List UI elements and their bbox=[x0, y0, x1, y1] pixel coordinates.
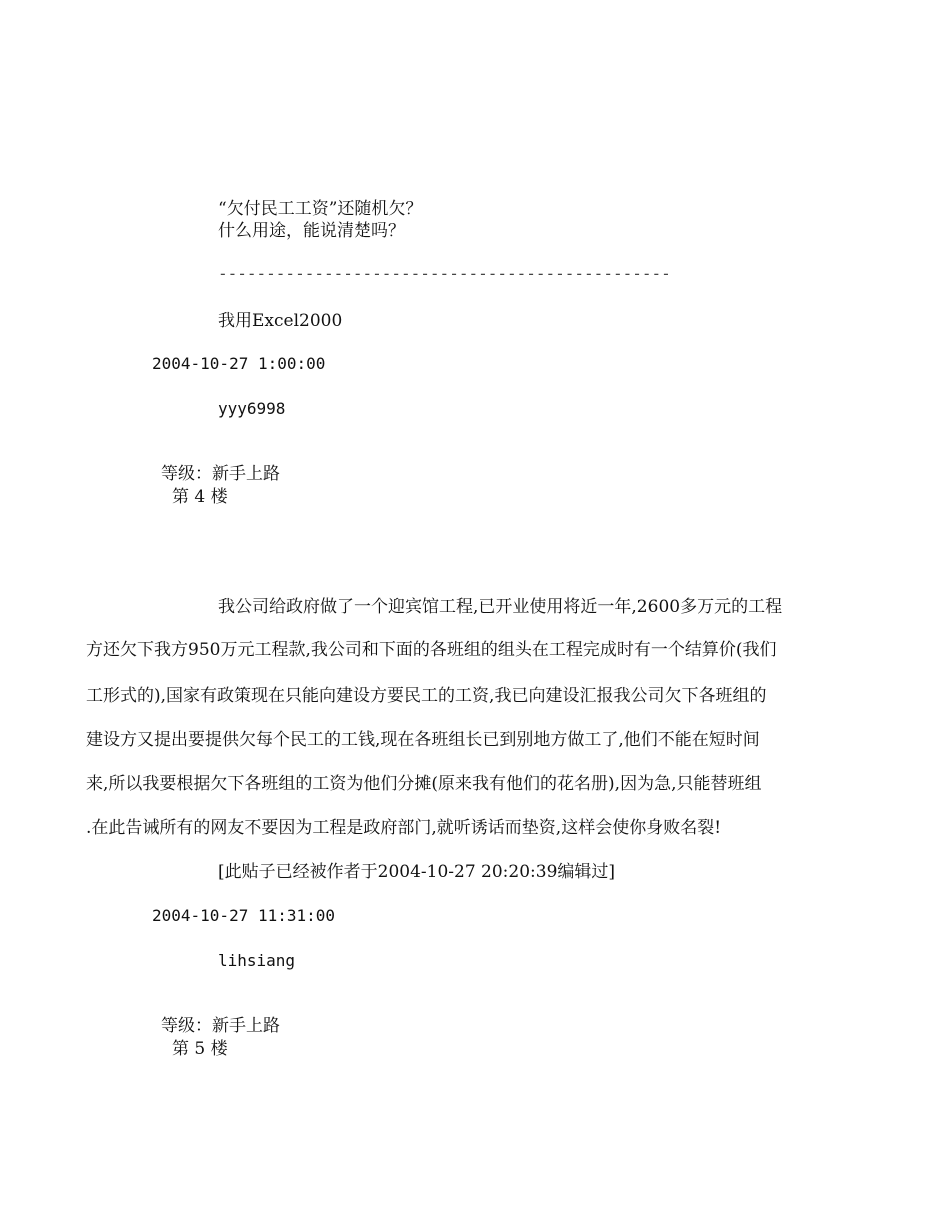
post-timestamp: 2004-10-27 1:00:00 bbox=[152, 354, 326, 373]
post-body-line: 我公司给政府做了一个迎宾馆工程,已开业使用将近一年,2600多万元的工程 bbox=[218, 597, 783, 617]
post-timestamp: 2004-10-27 11:31:00 bbox=[152, 906, 336, 925]
post-author[interactable]: lihsiang bbox=[218, 951, 296, 970]
post-body-line: .在此告诫所有的网友不要因为工程是政府部门,就听诱话而垫资,这样会使你身败名裂! bbox=[86, 818, 722, 838]
quote-divider: ----------------------------------------------- bbox=[218, 264, 671, 283]
edit-note: [此贴子已经被作者于2004-10-27 20:20:39编辑过] bbox=[218, 862, 616, 882]
user-level: 等级：新手上路 bbox=[161, 1016, 280, 1036]
quote-line-1: “欠付民工工资”还随机欠？ bbox=[218, 199, 423, 219]
reply-text: 我用Excel2000 bbox=[218, 311, 343, 331]
post-body-line: 来,所以我要根据欠下各班组的工资为他们分摊(原来我有他们的花名册),因为急,只能替班组 bbox=[86, 774, 762, 794]
user-level: 等级：新手上路 bbox=[161, 464, 280, 484]
post-author[interactable]: yyy6998 bbox=[218, 399, 286, 418]
post-body-line: 方还欠下我方950万元工程款,我公司和下面的各班组的组头在工程完成时有一个结算价(我们 bbox=[86, 640, 777, 660]
quote-line-2: 什么用途，能说清楚吗？ bbox=[218, 221, 405, 241]
post-body-line: 建设方又提出要提供欠每个民工的工钱,现在各班组长已到别地方做工了,他们不能在短时间 bbox=[86, 730, 760, 750]
post-body-line: 工形式的),国家有政策现在只能向建设方要民工的工资,我已向建设汇报我公司欠下各班组的 bbox=[86, 686, 767, 706]
floor-number: 第 5 楼 bbox=[172, 1039, 228, 1059]
floor-number: 第 4 楼 bbox=[172, 487, 228, 507]
